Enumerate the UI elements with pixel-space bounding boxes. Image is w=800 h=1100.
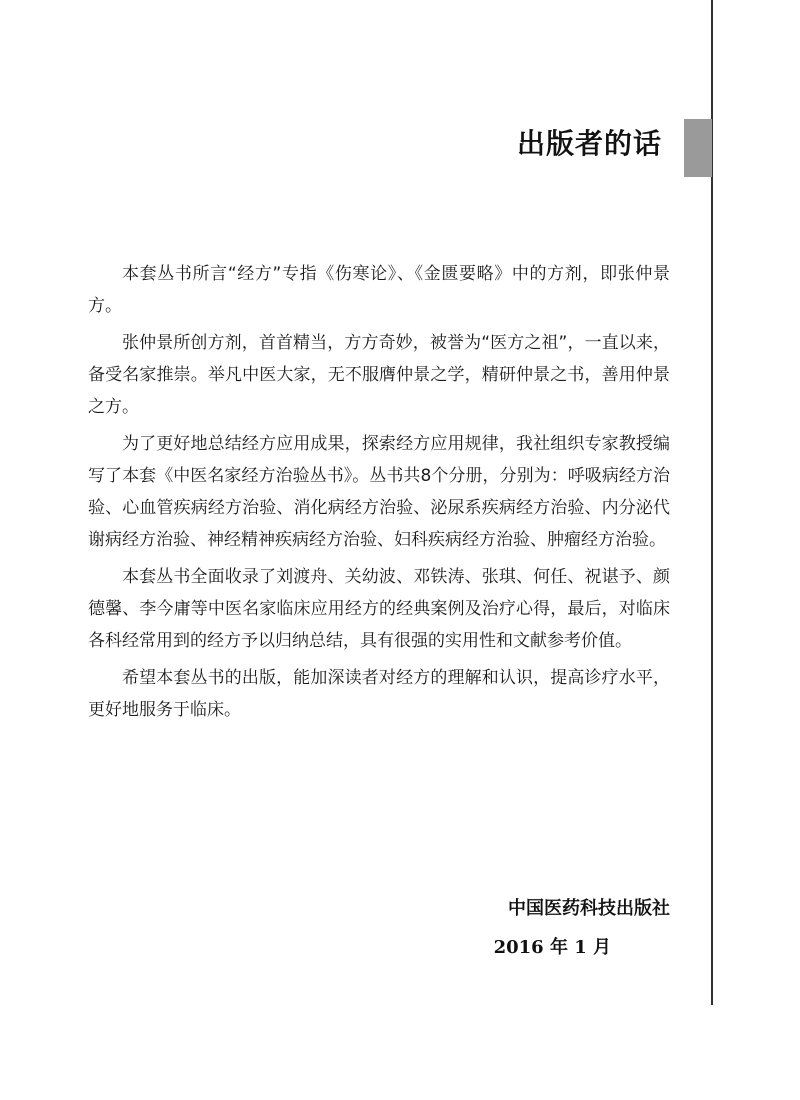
paragraph-4: 本套丛书全面收录了刘渡舟、关幼波、邓铁涛、张琪、何任、祝谌予、颜德馨、李今庸等中医名家临床应用经方的经典案例及治疗心得，最后，对临床各科经常用到的经方予以归纳总结，具有很强的实用性和文献参考价值。 [88,567,670,651]
paragraph-1: 本套丛书所言“经方”专指《伤寒论》、《金匮要略》中的方剂，即张仲景方。 [88,264,670,316]
publisher-name: 中国医药科技出版社 [508,898,670,919]
paragraph-2: 张仲景所创方剂，首首精当，方方奇妙，被誉为“医方之祖”，一直以来，备受名家推崇。举凡中医大家，无不服膺仲景之学，精研仲景之书，善用仲景之方。 [88,333,670,417]
paragraph-3: 为了更好地总结经方应用成果，探索经方应用规律，我社组织专家教授编写了本套《中医名家经方治验丛书》。丛书共8个分册，分别为：呼吸病经方治验、心血管疾病经方治验、消化病经方治验、泌尿系疾病经方治验、内分泌代谢病经方治验、神经精神疾病经方治验、妇科疾病经方治验、肿瘤经方治验。 [88,434,670,550]
page-title: 出版者的话 [516,127,662,160]
chapter-side-tab [684,119,712,177]
publication-date: 2016 年 1 月 [493,937,611,958]
paragraph-5: 希望本套丛书的出版，能加深读者对经方的理解和认识，提高诊疗水平，更好地服务于临床。 [88,668,670,720]
body-text [88,258,670,726]
